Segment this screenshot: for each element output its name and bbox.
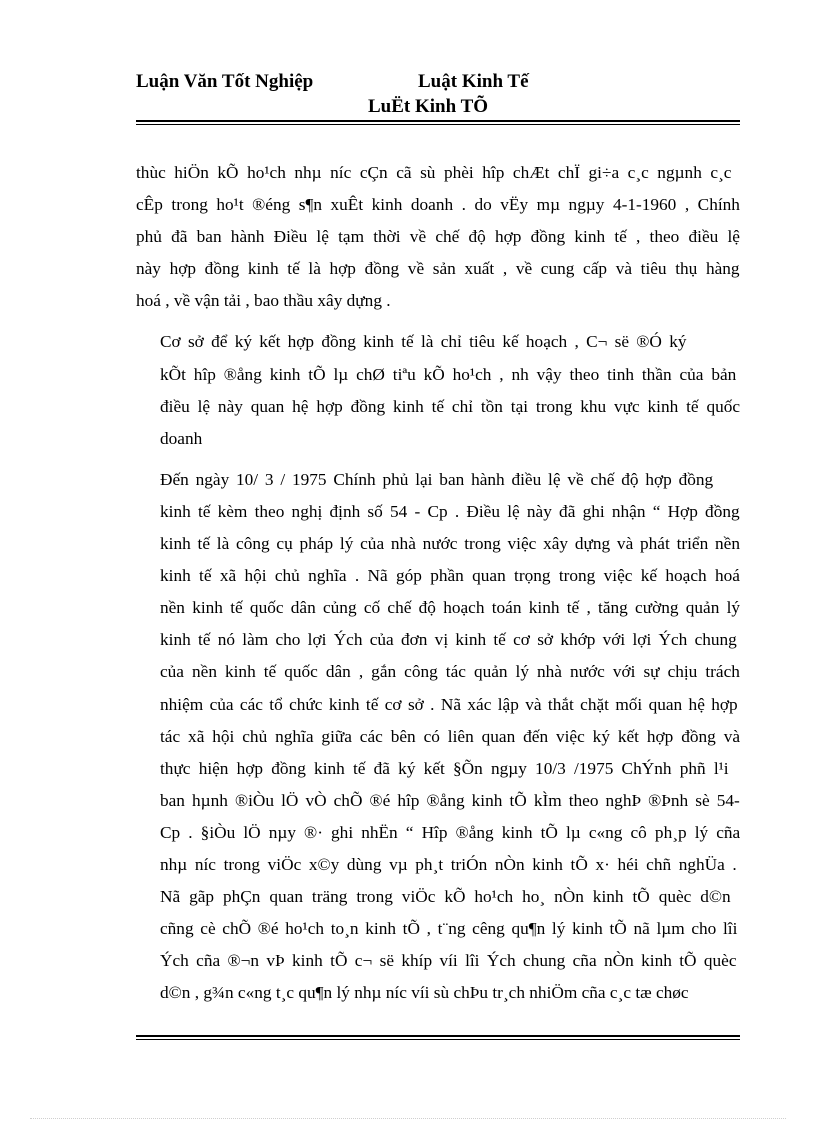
footer-rule-thick [136,1035,740,1037]
text-line: của nền kinh tế quốc dân , gắn công tác quản lý nhà nước với sự chịu trách [160,662,740,682]
text-line: kinh tế là công cụ pháp lý của nhà nước trong việc xây dựng và phát triển nền [160,534,740,554]
text-line: kinh tế xã hội chủ nghĩa . Nã góp phần quan trọng trong việc kế hoạch hoá [160,566,740,586]
header-subject: Luật Kinh Tế [418,71,529,92]
text-line: kÕt hîp ®ång kinh tÕ lµ chØ tiªu kÕ ho¹ch , nh vậy theo tinh thần của bản [160,364,737,384]
page-header [136,71,740,121]
text-line: kinh tế nó làm cho lợi Ých của đơn vị kinh tế cơ sở khớp với lợi Ých chung [160,630,737,650]
text-line: nhµ níc trong viÖc x©y dùng vµ ph¸t triÓn nÒn kinh tÕ x· héi chñ nghÜa . [160,854,737,874]
text-line: kinh tế kèm theo nghị định số 54 - Cp . Điều lệ này đã ghi nhận “ Hợp đồng [160,501,740,521]
header-subject-legacy: LuËt Kinh TÕ [368,96,489,117]
paragraph [136,464,740,1010]
text-line: Ých cña ®¬n vÞ kinh tÕ c¬ së khíp víi lîi Ých chung cña nÒn kinh tÕ quèc [160,951,737,971]
text-line: nhiệm của các tổ chức kinh tế cơ sở . Nã xác lập và thắt chặt mối quan hệ hợp [160,694,738,714]
text-line: thùc hiÖn kÕ ho¹ch nhµ níc cÇn cã sù phèi hîp chÆt chÏ gi÷a c¸c ngµnh c¸c [136,163,732,182]
text-line: thực hiện hợp đồng kinh tế đã ký kết §Õn ngµy 10/3 /1975 ChÝnh phñ l¹i [160,758,729,778]
footer-rule-thin [136,1039,740,1040]
text-line: cñng cè chÕ ®é ho¹ch to¸n kinh tÕ , t¨ng cêng qu¶n lý kinh tÕ nã lµm cho lîi [160,919,738,939]
text-line: nền kinh tế quốc dân củng cố chế độ hoạch toán kinh tế , tăng cường quản lý [160,598,740,618]
text-line: Cơ sở để ký kết hợp đồng kinh tế là chỉ tiêu kế hoạch , C¬ së ®Ó ký [160,332,687,352]
text-line: phủ đã ban hành Điều lệ tạm thời về chế độ hợp đồng kinh tế , theo điều lệ [136,227,740,247]
header-rule-thick [136,120,740,122]
text-line: d©n , g¾n c«ng t¸c qu¶n lý nhµ níc víi sù chÞu tr¸ch nhiÖm cña c¸c tæ chøc [160,983,689,1003]
text-line: tác xã hội chủ nghĩa giữa các bên có liên quan đến việc ký kết hợp đồng và [160,726,740,746]
header-thesis-title: Luận Văn Tốt Nghiệp [136,71,314,92]
text-line: doanh [160,428,203,448]
text-line: này hợp đồng kinh tế là hợp đồng về sản xuất , về cung cấp và tiêu thụ hàng [136,259,740,279]
text-line: điều lệ này quan hệ hợp đồng kinh tế chỉ tồn tại trong khu vực kinh tế quốc [160,396,740,416]
paragraph [136,157,740,317]
page-edge-dotted-line [30,1118,786,1119]
header-rule-thin [136,124,740,125]
text-line: hoá , về vận tải , bao thầu xây dựng . [136,291,391,311]
document-body [136,157,740,1009]
text-line: Cp . §iÒu lÖ nµy ®· ghi nhËn “ Hîp ®ång kinh tÕ lµ c«ng cô ph¸p lý cña [160,822,740,842]
paragraph [136,326,740,454]
text-line: cÊp trong ho¹t ®éng s¶n xuÊt kinh doanh . do vËy mµ ngµy 4-1-1960 , Chính [136,195,740,215]
text-line: Nã gãp phÇn quan träng trong viÖc kÕ ho¹ch ho¸ nÒn kinh tÕ quèc d©n [160,887,731,907]
text-line: Đến ngày 10/ 3 / 1975 Chính phủ lại ban hành điều lệ về chế độ hợp đồng [160,469,714,489]
text-line: ban hµnh ®iÒu lÖ vÒ chÕ ®é hîp ®ång kinh tÕ kÌm theo nghÞ ®Þnh sè 54- [160,790,740,810]
